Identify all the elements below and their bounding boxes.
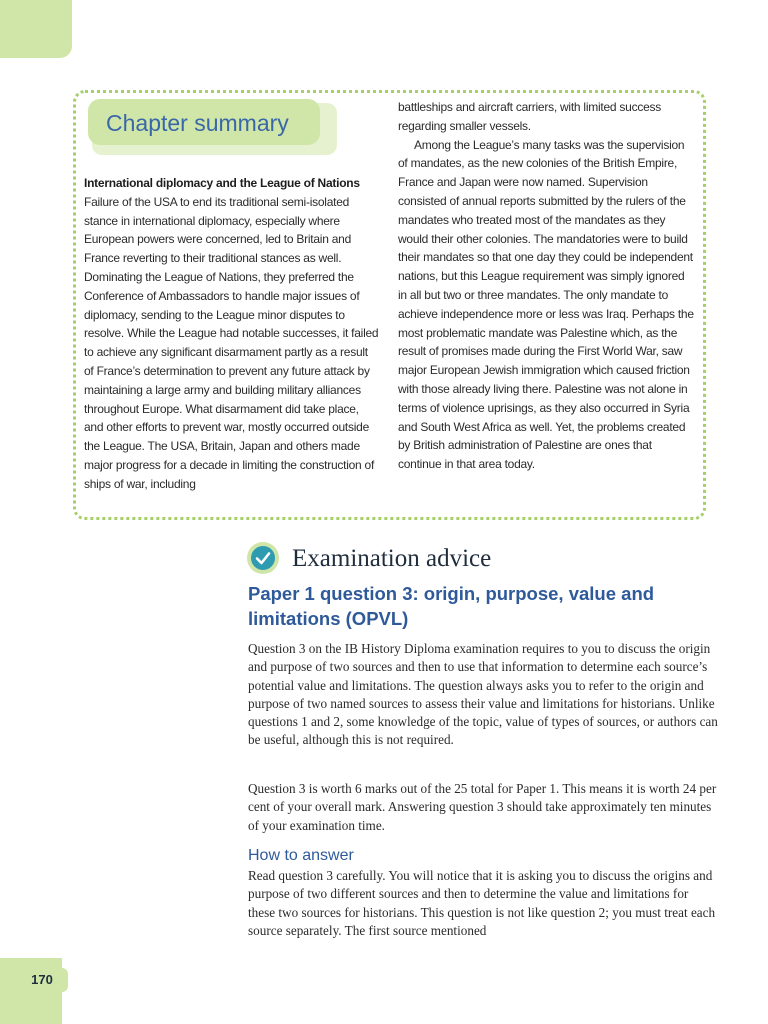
page-number: 170 — [16, 968, 68, 992]
summary-left-column — [84, 174, 379, 494]
checkmark-icon — [251, 546, 275, 570]
summary-right-text-2: Among the League’s many tasks was the supervision of mandates, as the new colonies of the British Empire, France and Japan were now named. Supervision consisted of annual reports submitted by the rulers of the mandates who treated most of the mandates as they would their other colonies. The mandatories were to build their mandates so that one day they could be independent nations, but this League requirement was simply ignored in all but two or three mandates. The only mandate to achieve independence more or less was Iraq. Perhaps the most problematic mandate was Palestine which, as the result of promises made during the First World War, saw major European Jewish immigration which caused friction with those already living there. Palestine was not alone in terms of violence uprisings, as they also occurred in Syria and South West Africa as well. Yet, the problems created by British administration of Palestine are ones that continue in that area today. — [398, 137, 694, 472]
summary-right-text-1: battleships and aircraft carriers, with limited success regarding smaller vessels. — [398, 100, 662, 133]
exam-paragraph-2-text: Question 3 is worth 6 marks out of the 25 total for Paper 1. This means it is worth 24 per cent of your overall mark. Answering question 3 should take approximately ten minutes of your examination time. — [248, 781, 717, 833]
section-title: Paper 1 question 3: origin, purpose, value and limitations (OPVL) — [248, 583, 655, 629]
examination-advice-title: Examination advice — [292, 545, 492, 572]
summary-heading: International diplomacy and the League of Nations — [84, 176, 360, 190]
corner-tab — [0, 0, 72, 58]
chapter-summary-title: Chapter summary — [106, 110, 289, 136]
how-to-answer-heading: How to answer — [248, 847, 354, 864]
exam-paragraph-1 — [248, 640, 718, 750]
summary-right-column — [398, 98, 695, 474]
exam-paragraph-3 — [248, 867, 718, 940]
exam-paragraph-3-text: Read question 3 carefully. You will notice that it is asking you to discuss the origins and purpose of two different sources and then to determine the value and limitations for these two sources for historians. This question is not like question 2; you must treat each source separately. The first source mentioned — [248, 868, 716, 938]
summary-left-text: Failure of the USA to end its traditional semi-isolated stance in international diplomacy, especially where European powers were concerned, led to Britain and France reverting to their traditional stances as well. Dominating the League of Nations, they preferred the Conference of Ambassadors to handle major issues of diplomacy, sending to the League minor disputes to resolve. While the League had notable successes, it failed to achieve any significant disarmament partly as a result of France’s determination to prevent any future attack by maintaining a large army and building military alliances throughout Europe. What disarmament did take place, and other efforts to prevent war, mostly occurred outside the League. The USA, Britain, Japan and others made major progress for a decade in limiting the construction of ships of war, including — [84, 194, 379, 491]
exam-paragraph-2 — [248, 780, 718, 835]
exam-paragraph-1-text: Question 3 on the IB History Diploma examination requires to you to discuss the origin and purpose of two sources and then to use that information to determine each source’s potential value and limitations. The question always asks you to refer to the origin and purpose of two named sources to assess their value and limitations for historians. Unlike questions 1 and 2, some knowledge of the topic, value of types of sources, or authors can be useful, although this is not required. — [248, 641, 718, 748]
